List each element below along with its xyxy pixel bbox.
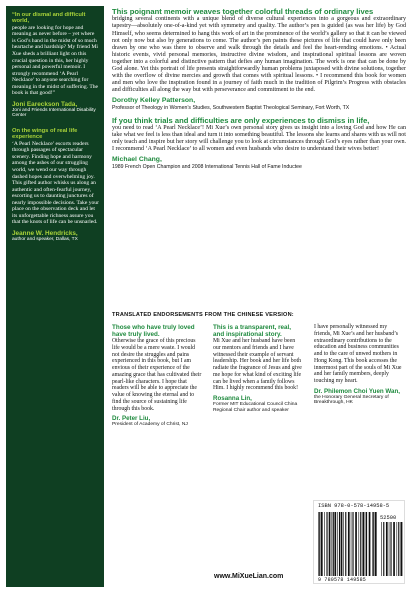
column-3-affiliation: the Honorary General Secretary of Breakthrough, HK — [314, 394, 389, 406]
sidebar-quote-1-body: people are looking for hope and meaning as never before – yet where is God’s hand in the midst of so much heartache and hardship? My friend Mi Xue sheds a brilliant light on this crucial question in this, her highly personal and powerful memoir. I strongly recommend ‘A Pearl Necklace’ to anyone searching for meaning in the midst of suffering. The book is that good!” — [12, 24, 99, 97]
sidebar-quote-2-author: Jeanne W. Hendricks, — [12, 229, 78, 237]
column-2-affiliation: Former MIT Educational Council China Regional Chair author and speaker — [213, 402, 298, 413]
endorsement-sidebar — [6, 6, 104, 587]
translated-column-2 — [213, 324, 303, 413]
main-quote-2-body: you need to read ‘A Pearl Necklace’! Mi Xue’s own personal story gives us insight into a loving God and how He can take what we feel is less than ideal and turn it into something beautiful. The lessons she learns and shares with us will not only teach and inspire but her story will challenge you to look at circumstances through God’s eyes rather than your own. I recommend ‘A Pearl Necklace’ to all women and even husbands who desire to understand their wives better! — [112, 124, 406, 153]
main-endorsements — [112, 8, 406, 170]
column-1-author: Dr. Peter Liu, — [112, 415, 151, 423]
barcode-icon — [318, 512, 378, 576]
main-quote-2-highlight: If you think trials and difficulties are only experiences to dismiss in life, — [112, 115, 370, 125]
sidebar-quote-1 — [12, 12, 99, 119]
column-1-affiliation: President of Academy of Christ, NJ — [112, 422, 188, 428]
column-2-author: Rosanna Lin, — [213, 395, 252, 402]
sidebar-quote-1-author: Joni Eareckson Tada, — [12, 100, 78, 108]
sidebar-quote-1-affiliation: Joni and Friends International Disability Center — [12, 107, 96, 119]
ean-number: 9 780578 149585 — [318, 577, 367, 583]
sidebar-quote-2-body: ‘A Pearl Necklace’ escorts readers through passages of spectacular scenery. Finding hope and harmony among the ashes of our struggling world, we wend our way through dashed hopes and overwhelming joy. This gifted author whisks us along an authentic and often-fearful journey, escorting us to daunting junctures of nearly impossible decisions. Take your place on the observation deck and let its unforgettable richness assure you that the knots of life can be unsnarled. — [12, 140, 99, 226]
column-1-highlight: Those who have truly loved have truly lived. — [112, 324, 195, 338]
sidebar-quote-2-affiliation: author and speaker, Dallas, TX — [12, 236, 78, 242]
price-barcode-icon — [381, 522, 403, 576]
main-quote-1-highlight: This poignant memoir weaves together colorful threads of ordinary lives — [112, 7, 374, 16]
main-quote-1-author: Dorothy Kelley Patterson, — [112, 96, 196, 104]
main-quote-2 — [112, 117, 406, 170]
sidebar-quote-2-highlight: On the wings of real life experience — [12, 128, 78, 141]
isbn-label: ISBN 978-0-578-14958-5 — [318, 503, 390, 509]
main-quote-1-body: bridging several continents with a unique blend of diverse cultural experiences into a gorgeous and extraordinary tapestry—absolutely one-of-a-kind yet with symmetry and quality. The author’s pen is guided (as was her life) by God Himself, who seems determined to hang this work of art in the prominence of the world’s gallery so that it can be viewed not only now but also by generations to come. The author’s pen paints these pictures of life that could have only been drawn by one who was there to observe and walk through the details and feel the heart-rending emotions. • Actual historic events, vivid personal memories, instructive divine wisdom, and inspirational spiritual lessons are woven together into a colorful and distinctive pattern that defies any human imagination. The work is one that can be done by God alone. Yet this portrait of life presents straightforwardly human problems juxtaposed with divine solutions, together with the overflow of divine mercies and growth that comes with spiritual lessons. • I recommend this book for women and men who love the inspiration found in a journey of faith much in the tradition of Pilgrim’s Progress with obstacles and difficulties all along the way but with perseverance and commitment to the end. — [112, 16, 406, 93]
translated-heading: TRANSLATED ENDORSEMENTS FROM THE CHINESE VERSION: — [112, 312, 294, 318]
main-quote-2-author: Michael Chang, — [112, 156, 162, 164]
translated-column-1 — [112, 324, 202, 428]
main-quote-1-affiliation: Professor of Theology in Women’s Studies, Southwestern Baptist Theological Seminary, Fort Worth, TX — [112, 104, 350, 111]
main-quote-2-affiliation: 1989 French Open Champion and 2008 International Tennis Hall of Fame Inductee — [112, 163, 302, 170]
column-1-body: Otherwise the grace of this precious life would be a mere waste. I would not desire the struggles and pains experienced in this book, but I am envious of their experience of the amazing grace that has cultivated their pearl-like characters. I hope that readers will be able to appreciate the value of knowing the eternal and to find the source of sustaining life through this book. — [112, 338, 202, 412]
column-2-body: Mi Xue and her husband have been our mentors and friends and I have witnessed their example of servant leadership. Her book and her life both radiate the fragrance of Jesus and give me hope for what kind of exciting life can be lived when a family follows Him. I highly recommend this book! — [213, 338, 302, 392]
column-3-body: I have personally witnessed my friends, Mi Xue’s and her husband’s extraordinary contributions to the education and business communities and to the care of unwed mothers in Hong Kong. This book accesses the innermost part of the souls of Mi Xue and her family members, deeply touching my heart. — [314, 324, 402, 384]
translated-column-3 — [314, 324, 406, 406]
column-3-author: Dr. Philemon Choi Yuen Wan, — [314, 387, 400, 395]
sidebar-quote-2 — [12, 128, 99, 243]
main-quote-1 — [112, 8, 406, 111]
column-2-highlight: This is a transparent, real, and inspirational story. — [213, 324, 292, 338]
price-code-label: 52500 — [380, 515, 397, 521]
website-link[interactable]: www.MiXueLian.com — [214, 573, 284, 580]
sidebar-quote-1-highlight: “In our dismal and difficult world, — [12, 12, 86, 25]
